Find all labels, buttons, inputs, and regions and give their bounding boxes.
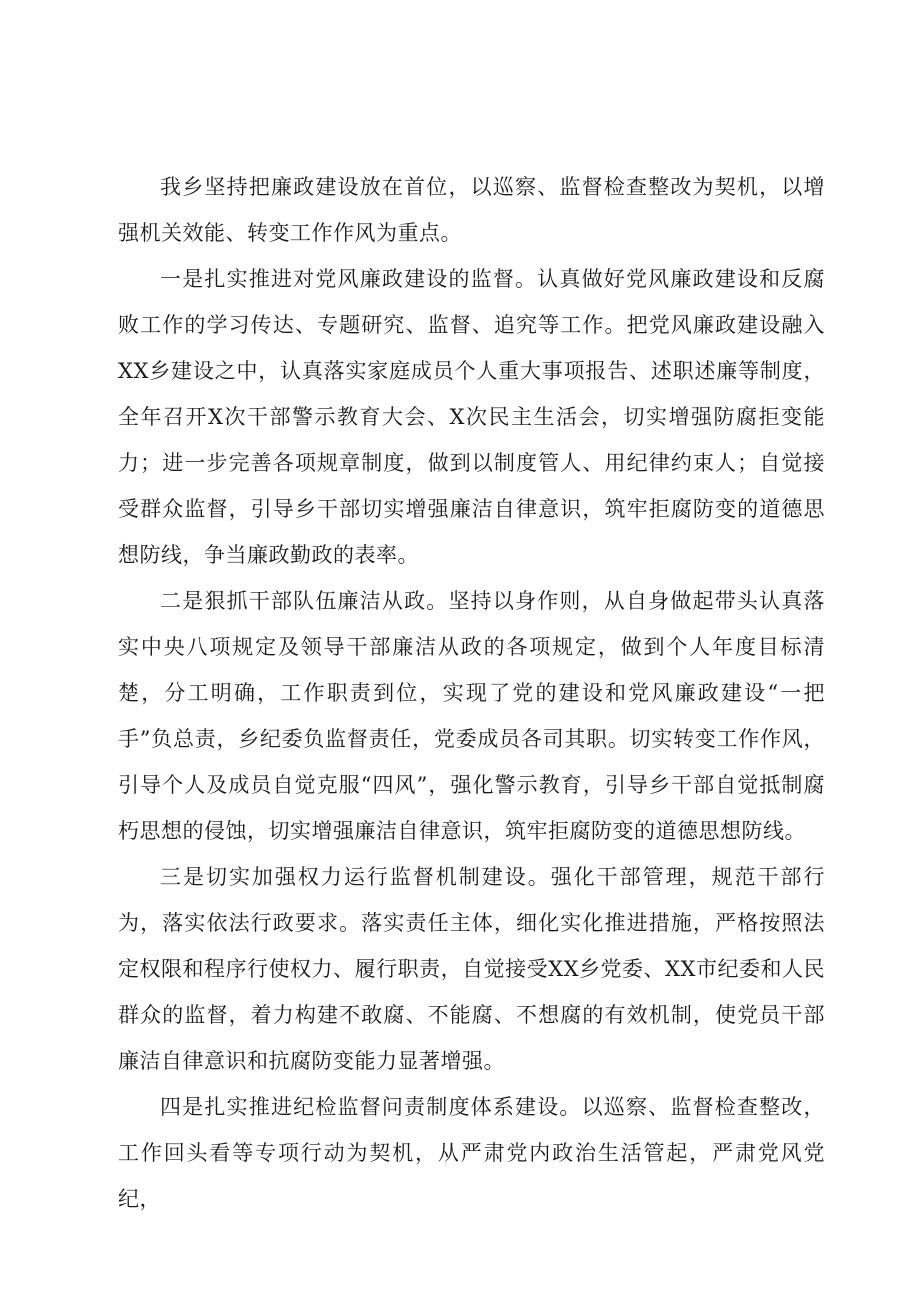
paragraph-power-oversight: 三是切实加强权力运行监督机制建设。强化干部管理，规范干部行为，落实依法行政要求。落实责任主体，细化实化推进措施，严格按照法定权限和程序行使权力、履行职责，自觉接受XX乡党委、XX市纪委和人民群众的监督，着力构建不敢腐、不能腐、不想腐的有效机制，使党员干部廉洁自律意识和抗腐防变能力显著增强。 bbox=[118, 865, 825, 1073]
paragraph-accountability: 四是扎实推进纪检监督问责制度体系建设。以巡察、监督检查整改，工作回头看等专项行动为契机，从严肃党内政治生活管起，严肃党风党纪， bbox=[118, 1095, 825, 1211]
document-body bbox=[118, 164, 825, 1222]
paragraph-cadre-integrity: 二是狠抓干部队伍廉洁从政。坚持以身作则，从自身做起带头认真落实中央八项规定及领导干部廉洁从政的各项规定，做到个人年度目标清楚，分工明确，工作职责到位，实现了党的建设和党风廉政建设“一把手”负总责，乡纪委负监督责任，党委成员各司其职。切实转变工作作风，引导个人及成员自觉克服“四风”，强化警示教育，引导乡干部自觉抵制腐朽思想的侵蚀，切实增强廉洁自律意识，筑牢拒腐防变的道德思想防线。 bbox=[118, 589, 825, 843]
paragraph-supervision: 一是扎实推进对党风廉政建设的监督。认真做好党风廉政建设和反腐败工作的学习传达、专题研究、监督、追究等工作。把党风廉政建设融入XX乡建设之中，认真落实家庭成员个人重大事项报告、述职述廉等制度，全年召开X次干部警示教育大会、X次民主生活会，切实增强防腐拒变能力；进一步完善各项规章制度，做到以制度管人、用纪律约束人；自觉接受群众监督，引导乡干部切实增强廉洁自律意识，筑牢拒腐防变的道德思想防线，争当廉政勤政的表率。 bbox=[118, 267, 825, 567]
paragraph-intro: 我乡坚持把廉政建设放在首位，以巡察、监督检查整改为契机，以增强机关效能、转变工作作风为重点。 bbox=[118, 175, 825, 245]
